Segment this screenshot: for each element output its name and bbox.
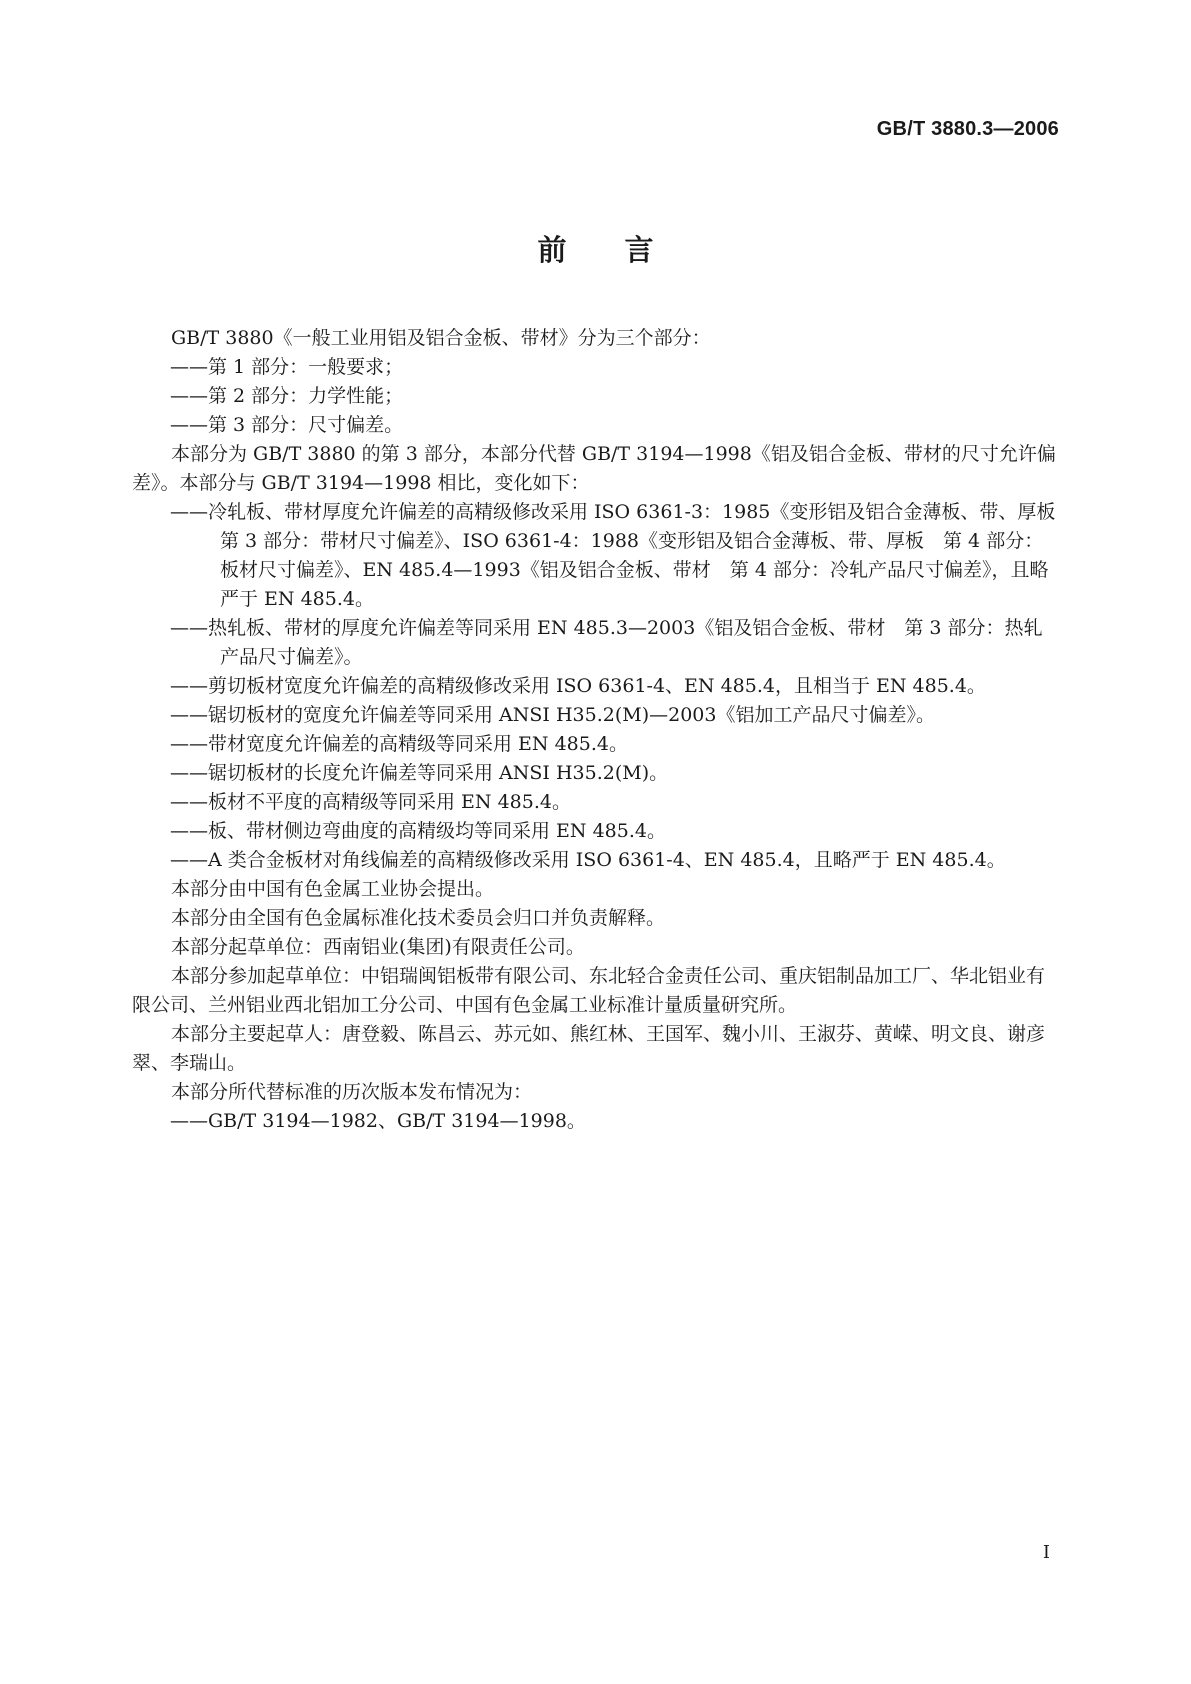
dash-list-item: ——锯切板材的宽度允许偏差等同采用 ANSI H35.2(M)—2003《铝加工产品尺寸偏差》。 bbox=[170, 704, 935, 726]
title-char-1: 前 bbox=[537, 235, 567, 267]
dash-list-item: ——锯切板材的长度允许偏差等同采用 ANSI H35.2(M)。 bbox=[170, 762, 669, 784]
dash-list-item: ——板材不平度的高精级等同采用 EN 485.4。 bbox=[170, 791, 571, 813]
dash-list-item: ——剪切板材宽度允许偏差的高精级修改采用 ISO 6361-4、EN 485.4，且相当于 EN 485.4。 bbox=[170, 675, 986, 697]
dash-list-item: ——A 类合金板材对角线偏差的高精级修改采用 ISO 6361-4、EN 485.4，且略严于 EN 485.4。 bbox=[170, 849, 1006, 871]
paragraph: 本部分起草单位：西南铝业(集团)有限责任公司。 bbox=[171, 936, 585, 958]
dash-list-item: ——第 1 部分：一般要求； bbox=[170, 356, 404, 378]
paragraph: 本部分参加起草单位：中铝瑞闽铝板带有限公司、东北轻合金责任公司、重庆铝制品加工厂、华北铝业有限公司、兰州铝业西北铝加工分公司、中国有色金属工业标准计量质量研究所。 bbox=[132, 965, 1046, 1016]
dash-list-item: ——GB/T 3194—1982、GB/T 3194—1998。 bbox=[170, 1110, 586, 1132]
dash-list-item: ——第 2 部分：力学性能； bbox=[170, 385, 404, 407]
dash-list-item: ——第 3 部分：尺寸偏差。 bbox=[170, 414, 404, 436]
title-char-2: 言 bbox=[624, 235, 654, 267]
preface-body bbox=[132, 324, 1075, 1136]
paragraph: 本部分由全国有色金属标准化技术委员会归口并负责解释。 bbox=[171, 907, 666, 929]
dash-list-item: ——冷轧板、带材厚度允许偏差的高精级修改采用 ISO 6361-3：1985《变形铝及铝合金薄板、带、厚板 第 3 部分：带材尺寸偏差》、ISO 6361-4：1988《变形铝及铝合金薄板、带、厚板 第 4 部分：板材尺寸偏差》、EN 485.4—1993《铝及铝合金板、带材 第 4 部分：冷轧产品尺寸偏差》，且略严于 EN 485.4。 bbox=[170, 501, 1075, 610]
paragraph: 本部分由中国有色金属工业协会提出。 bbox=[171, 878, 495, 900]
dash-list-item: ——带材宽度允许偏差的高精级等同采用 EN 485.4。 bbox=[170, 733, 628, 755]
paragraph: GB/T 3880《一般工业用铝及铝合金板、带材》分为三个部分： bbox=[171, 327, 711, 349]
standard-number: GB/T 3880.3—2006 bbox=[876, 118, 1059, 140]
dash-list-item: ——热轧板、带材的厚度允许偏差等同采用 EN 485.3—2003《铝及铝合金板、带材 第 3 部分：热轧产品尺寸偏差》。 bbox=[170, 617, 1043, 668]
dash-list-item: ——板、带材侧边弯曲度的高精级均等同采用 EN 485.4。 bbox=[170, 820, 666, 842]
paragraph: 本部分为 GB/T 3880 的第 3 部分，本部分代替 GB/T 3194—1998《铝及铝合金板、带材的尺寸允许偏差》。本部分与 GB/T 3194—1998 相比，变化如下： bbox=[132, 443, 1056, 494]
page-number: I bbox=[1042, 1542, 1050, 1563]
paragraph: 本部分主要起草人：唐登毅、陈昌云、苏元如、熊红林、王国军、魏小川、王淑芬、黄嵘、明文良、谢彦翠、李瑞山。 bbox=[132, 1023, 1046, 1074]
page-title bbox=[0, 228, 1191, 269]
paragraph: 本部分所代替标准的历次版本发布情况为： bbox=[171, 1081, 533, 1103]
